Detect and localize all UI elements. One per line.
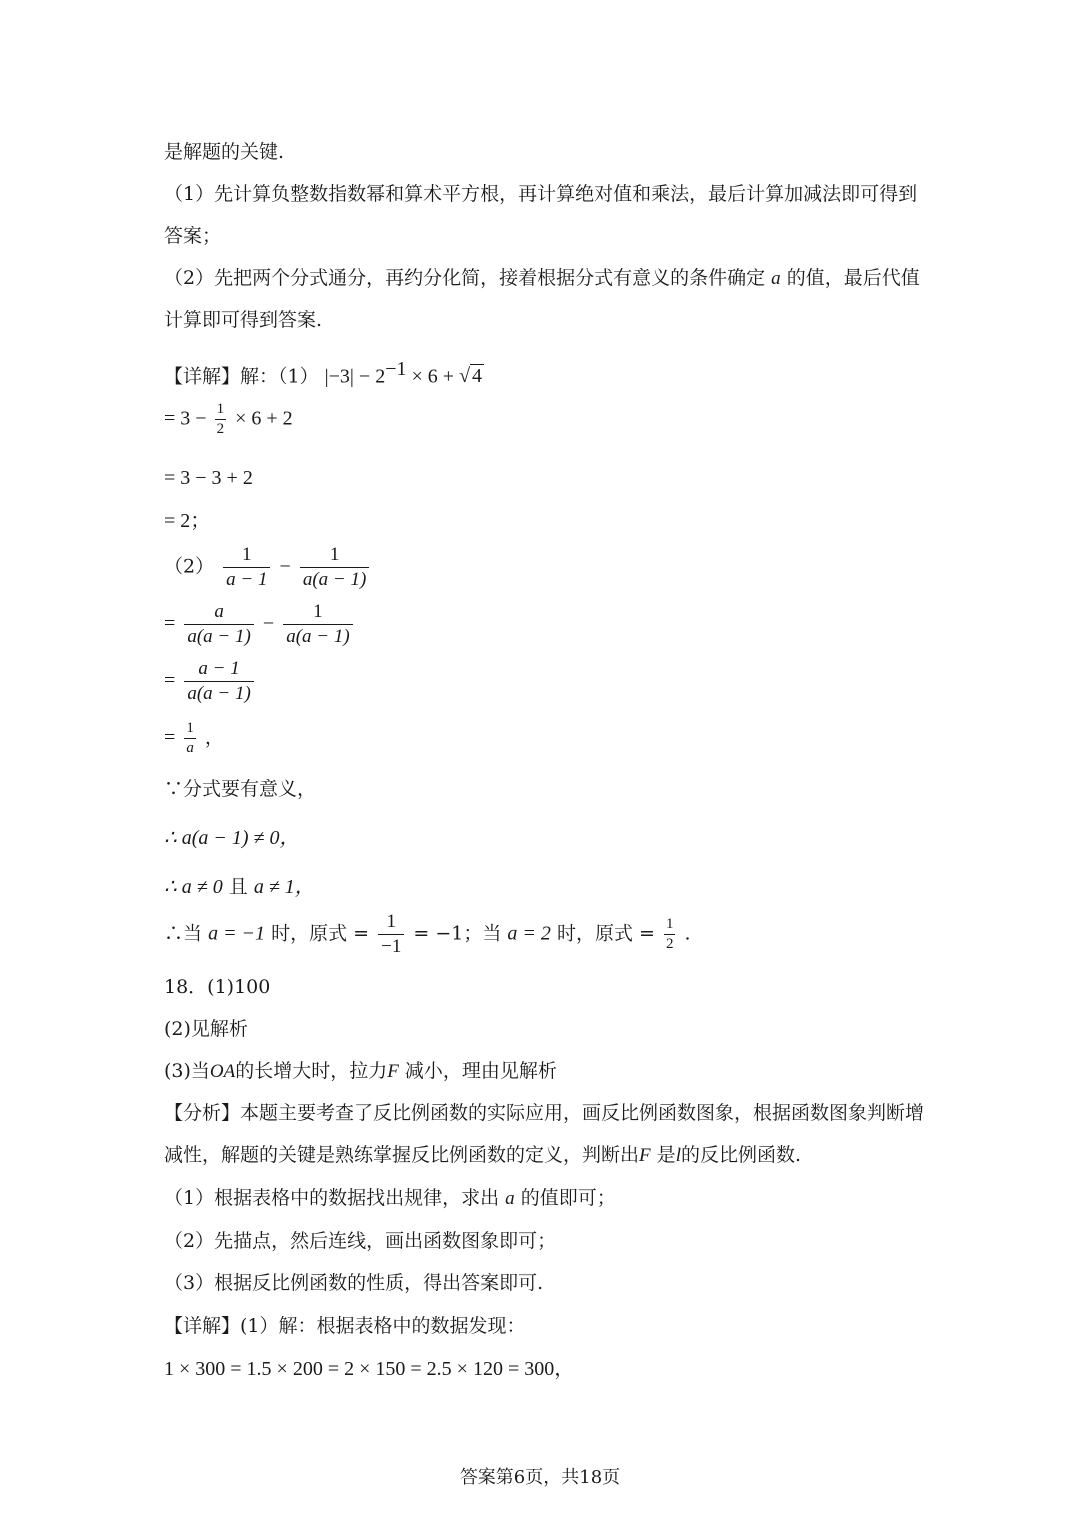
text-line (164, 1228, 556, 1254)
text: 18．(1)100 (164, 976, 271, 998)
math-variable: OA (209, 1061, 236, 1082)
text: = −1；当 (413, 922, 502, 945)
math-variable: a (505, 1188, 515, 1209)
section-label: （2） (164, 555, 215, 578)
math-line (164, 543, 372, 592)
page-footer (0, 1463, 1080, 1489)
math-exponent: −1 (385, 358, 407, 380)
math-line (164, 719, 224, 758)
text: 时，原式 = (556, 922, 661, 945)
math-expr: ∴ a ≠ 0 (164, 876, 223, 898)
math-line (164, 600, 356, 649)
fraction: $\frac{1}{a}$ (186, 720, 194, 756)
text-line (164, 1058, 557, 1085)
text-line (164, 1142, 801, 1169)
math-line (164, 825, 300, 851)
text: 减小，理由见解析 (404, 1060, 557, 1082)
radicand: 4 (472, 365, 483, 388)
text-line (164, 307, 322, 333)
text: 时，原式 = (271, 922, 376, 945)
math-operator: = (164, 669, 176, 692)
math-line (164, 1356, 574, 1382)
math-operator: − (279, 555, 291, 578)
text: (2)见解析 (164, 1018, 248, 1040)
text: 答案； (164, 225, 222, 247)
text: 且 (228, 876, 248, 898)
text-line (164, 1270, 543, 1296)
text-line (164, 265, 920, 292)
text-line (164, 776, 316, 802)
fraction: $\frac{1}{a(a - 1)}$ (300, 543, 369, 592)
fraction: $\frac{1}{2}$ (665, 916, 674, 952)
text: 计算即可得到答案. (164, 309, 323, 331)
fraction: $\frac{1}{-1}$ (378, 910, 404, 959)
text: 的值，最后代值 (786, 267, 920, 289)
math-variable: F (387, 1061, 399, 1082)
text: 【详解】(1）解：根据表格中的数据发现： (164, 1315, 526, 1337)
math-operator: − (262, 612, 275, 635)
text: 的长增大时，拉力 (235, 1060, 388, 1082)
math-expr: × 6 + 2 (235, 407, 293, 430)
text: 的反比例函数. (680, 1144, 802, 1166)
text-line (164, 1016, 248, 1042)
math-line (164, 874, 315, 900)
sqrt-expr: √ 4 (459, 365, 483, 388)
math-variable: l (675, 1145, 681, 1166)
text-line (164, 139, 284, 165)
math-expr: = 3 − (164, 407, 212, 430)
text-line (164, 1313, 526, 1339)
text: 是 (656, 1144, 676, 1166)
math-expr: a ≠ 1， (253, 876, 315, 898)
text: （3）根据反比例函数的性质，得出答案即可. (164, 1272, 544, 1294)
text: (3)当 (164, 1060, 210, 1082)
text: ∵分式要有意义， (164, 778, 317, 800)
fraction: $\frac{1}{2}$ (216, 401, 225, 437)
text: 的值即可； (520, 1187, 616, 1209)
text-line (164, 1100, 924, 1126)
math-line (164, 657, 257, 706)
text: ∴当 (164, 922, 203, 945)
text: （1）先计算负整数指数幂和算术平方根，再计算绝对值和乘法，最后计算加减法即可得到 (164, 183, 918, 205)
text-line (164, 1185, 616, 1212)
math-variable: F (639, 1145, 651, 1166)
math-expr: ∴ a(a − 1) ≠ 0， (164, 827, 300, 849)
math-line (164, 910, 691, 959)
math-variable: a (771, 268, 781, 289)
math-line (164, 400, 293, 439)
text: 【分析】本题主要考查了反比例函数的实际应用，画反比例函数图象，根据函数图象判断增 (164, 1102, 925, 1124)
text: （1）根据表格中的数据找出规律，求出 (164, 1187, 500, 1209)
question-number (164, 974, 270, 1000)
fraction: $\frac{a}{a(a - 1)}$ (184, 600, 253, 649)
text: （2）先把两个分式通分，再约分化简，接着根据分式有意义的条件确定 (164, 267, 766, 289)
fraction: $\frac{1}{a(a - 1)}$ (283, 600, 352, 649)
math-operator: = (164, 726, 176, 749)
math-expr: = 2； (164, 510, 211, 532)
text: 是解题的关键. (164, 141, 285, 163)
text: 减性，解题的关键是熟练掌握反比例函数的定义，判断出 (164, 1144, 640, 1166)
math-expr: × 6 + (406, 365, 460, 388)
fraction: $\frac{a - 1}{a(a - 1)}$ (184, 657, 253, 706)
section-label: 【详解】解：（1） (164, 365, 319, 388)
math-operator: = (164, 612, 176, 635)
math-expr: = 3 − 3 + 2 (164, 467, 253, 489)
math-expr: a = 2 (507, 922, 551, 945)
math-line (164, 356, 484, 389)
math-expr: 1 × 300 = 1.5 × 200 = 2 × 150 = 2.5 × 120 = 300， (164, 1358, 575, 1380)
punctuation: . (684, 922, 691, 945)
text: （2）先描点，然后连线，画出函数图象即可； (164, 1230, 557, 1252)
math-expr: a = −1 (208, 922, 266, 945)
page-number: 答案第6页，共18页 (459, 1467, 621, 1488)
fraction: $\frac{1}{a - 1}$ (223, 543, 270, 592)
text-line (164, 223, 221, 249)
math-line (164, 508, 210, 534)
math-line (164, 465, 253, 491)
math-expr: |−3| − 2 (324, 365, 386, 388)
punctuation: ， (204, 726, 224, 749)
text-line (164, 181, 917, 207)
